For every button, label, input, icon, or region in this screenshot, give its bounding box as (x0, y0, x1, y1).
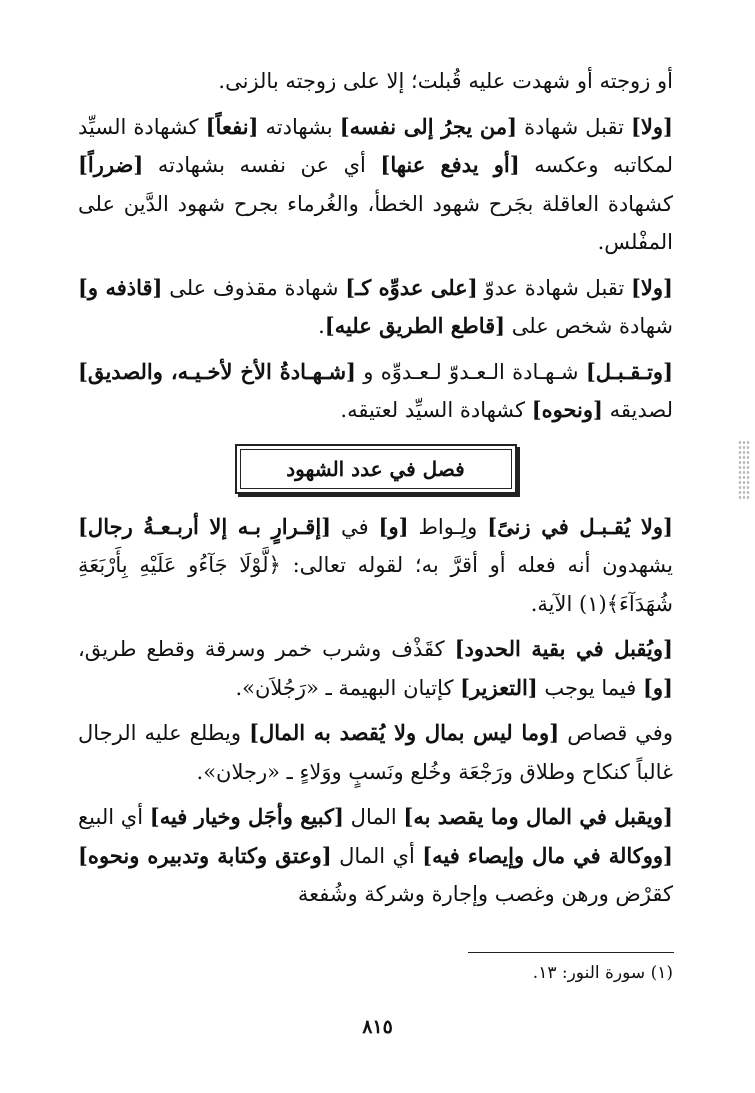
text-segment: أي المال (331, 843, 423, 868)
text-segment: شهادة مقذوف على (162, 275, 346, 300)
paragraph-4 (78, 353, 673, 430)
chapter-heading-frame (235, 444, 517, 494)
paragraph-7 (78, 714, 673, 791)
bold-segment: [ولا] (631, 113, 673, 139)
chapter-heading: فصل في عدد الشهود (240, 449, 512, 489)
footnote: (١) سورة النور: ١٣. (532, 963, 673, 983)
text-segment: كقَذْف وشرب خمر وسرقة وقطع طريق، (78, 637, 455, 661)
bold-segment: [التعزير] (460, 674, 538, 700)
text-segment: الآية. (530, 591, 579, 616)
text-segment: بشهادته (258, 114, 340, 139)
text-segment: كشهادة العاقلة بجَرح شهود الخطأ، والغُرماء بجرح شهود الدَّين على المفْلس. (78, 191, 673, 254)
bold-segment: [قاذفه و] (78, 274, 163, 300)
text-segment: كشهادة السيِّد لعتيقه. (340, 398, 532, 422)
page-body (78, 62, 673, 921)
paragraph-5 (78, 508, 673, 624)
footnote-divider (468, 952, 674, 953)
bold-segment: [كبيع وأجَل وخيار فيه] (149, 804, 344, 829)
bold-segment: [و] (642, 674, 673, 700)
paragraph-3 (78, 269, 673, 346)
bold-segment: [إقـرارٍ بـه إلا أربـعـةُ رجال] (78, 513, 332, 539)
bold-segment: [ولا يُقـبـل في زنىً] (487, 513, 673, 539)
text-segment: يشهدون أنه فعله أو أقرَّ به؛ لقوله تعالى: ﴿لَّوْلَا جَآءُو عَلَيْهِ بِأَرْبَعَةِ شُهَدَآءَ﴾ (78, 553, 673, 616)
text-segment: كقرْض ورهن وغصب وإجارة وشركة وشُفعة (297, 882, 673, 906)
text-segment: (١) (579, 591, 607, 616)
text-segment: أي عن نفسه بشهادته (143, 153, 381, 177)
text-segment: كإتيان البهيمة ـ «رَجُلاَن». (235, 675, 461, 700)
bold-segment: [على عدوِّه كـ] (345, 274, 478, 300)
text-segment: تقبل شهادة عدوّ (477, 275, 631, 300)
bold-segment: [أو يدفع عنها] (380, 152, 520, 177)
scan-margin-mark (738, 440, 750, 500)
bold-segment: [وما ليس بمال ولا يُقصد به المال] (249, 720, 560, 745)
text-segment: المال (343, 805, 404, 829)
bold-segment: [شـهـادةُ الأخ لأخـيـه، والصديق] (78, 358, 356, 384)
text-segment: فيما يوجب (537, 675, 643, 700)
paragraph-6 (78, 630, 673, 707)
text-segment: أي البيع (78, 805, 150, 829)
bold-segment: [ويقبل في المال وما يقصد به] (403, 804, 673, 829)
text-segment: لصديقه (602, 398, 673, 422)
bold-segment: [قاطع الطريق عليه] (324, 313, 506, 338)
paragraph-8 (78, 798, 673, 914)
paragraph-1 (78, 62, 673, 101)
text-segment: كشهادة السيِّد لمكاتبه وعكسه (78, 114, 673, 177)
bold-segment: [وعتق وكتابة وتدبيره ونحوه] (78, 842, 332, 868)
paragraph-2 (78, 108, 673, 262)
text-segment: . (318, 314, 325, 338)
bold-segment: [و] (378, 513, 409, 539)
bold-segment: [ونحوه] (531, 397, 603, 422)
bold-segment: [من يجرُ إلى نفسه] (339, 113, 518, 139)
bold-segment: [ضرراً] (78, 152, 144, 177)
page-number: ٨١٥ (362, 1016, 393, 1038)
text-segment: في (331, 514, 379, 539)
bold-segment: [ولا] (630, 274, 673, 300)
bold-segment: [ووكالة في مال وإيصاء فيه] (422, 842, 673, 868)
text-segment: أو زوجته أو شهدت عليه قُبلت؛ إلا على زوجته بالزنى. (218, 69, 673, 93)
bold-segment: [نفعاً] (205, 113, 259, 139)
text-segment: وفي قصاص (559, 721, 673, 745)
text-segment: شـهـادة الـعـدوّ لـعـدوِّه و (356, 359, 586, 384)
text-segment: شهادة شخص على (505, 314, 673, 338)
bold-segment: [وتـقـبـل] (585, 358, 674, 384)
text-segment: ولِـواط (408, 514, 488, 539)
text-segment: تقبل شهادة (517, 114, 631, 139)
bold-segment: [ويُقبل في بقية الحدود] (454, 636, 673, 661)
text-segment: ويطلع عليه الرجال غالباً كنكاح وطلاق ورَجْعَة وخُلع ونَسبٍ ووَلاءٍ ـ «رجلان». (78, 721, 673, 784)
